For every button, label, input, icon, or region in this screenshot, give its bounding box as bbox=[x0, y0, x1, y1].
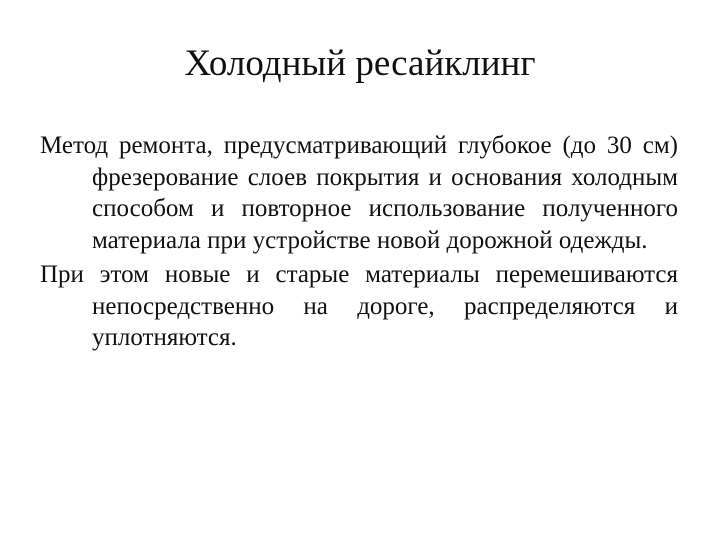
slide-body bbox=[40, 130, 678, 357]
slide-title: Холодный ресайклинг bbox=[184, 43, 536, 84]
paragraph-method-definition: Метод ремонта, предусматривающий глубокое (до 30 см) фрезерование слоев покрытия и основания холодным способом и повторное использование полученного материала при устройстве новой дорожной одежды. bbox=[40, 132, 678, 254]
paragraph-mixing-process: При этом новые и старые материалы перемешиваются непосредственно на дороге, распределяются и уплотняются. bbox=[40, 261, 678, 351]
